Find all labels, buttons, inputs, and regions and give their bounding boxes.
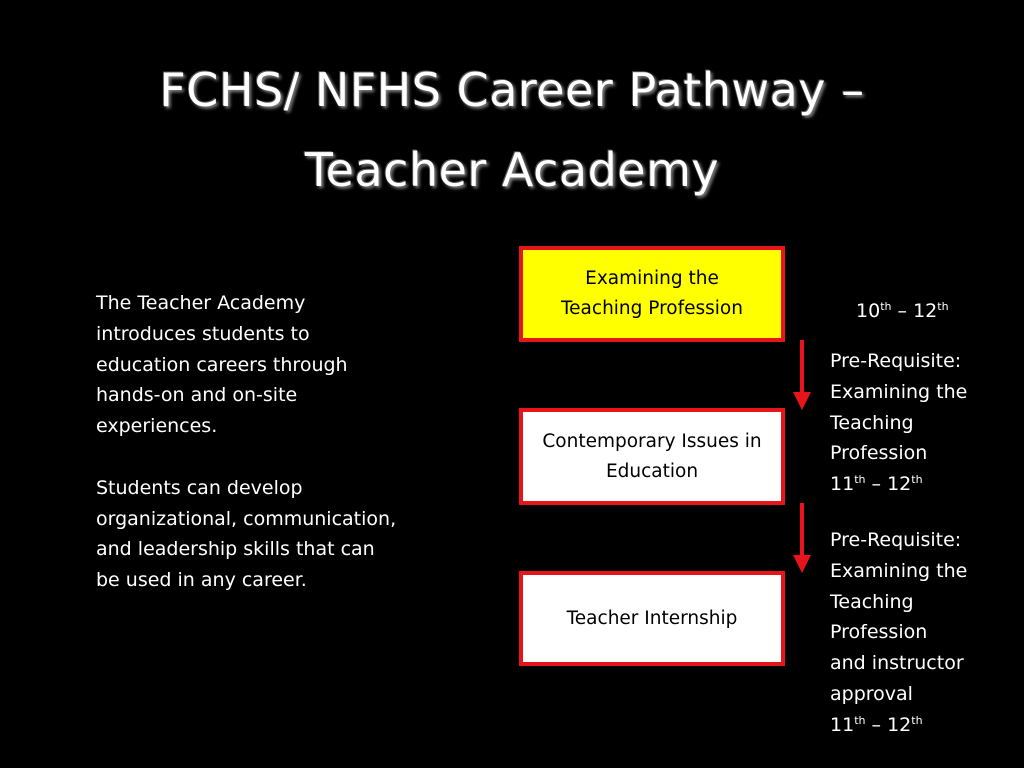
program-description bbox=[96, 288, 446, 596]
course-3-grade-range bbox=[830, 710, 1020, 741]
slide-title bbox=[0, 50, 1024, 210]
description-line: introduces students to bbox=[96, 322, 310, 345]
grade-dash: – bbox=[865, 473, 888, 496]
description-line: hands-on and on-site bbox=[96, 384, 298, 407]
course-2-label-line-1: Contemporary Issues in bbox=[542, 430, 762, 452]
course-3-label: Teacher Internship bbox=[566, 607, 738, 629]
grade-from: 10 bbox=[856, 300, 881, 322]
course-1-grade-range bbox=[856, 296, 949, 326]
grade-dash: – bbox=[891, 300, 914, 322]
down-arrow-icon bbox=[792, 503, 812, 575]
grade-suffix: th bbox=[880, 300, 892, 313]
grade-to: 12 bbox=[913, 300, 938, 322]
note-line: Profession bbox=[830, 442, 928, 465]
note-line: approval bbox=[830, 682, 913, 705]
slide-title-line-1: FCHS/ NFHS Career Pathway – bbox=[159, 63, 865, 117]
note-line: Examining the bbox=[830, 559, 968, 582]
grade-suffix: th bbox=[854, 713, 866, 727]
grade-suffix: th bbox=[911, 713, 923, 727]
description-line: Students can develop bbox=[96, 476, 303, 499]
slide-title-line-2: Teacher Academy bbox=[304, 143, 720, 197]
course-2-prerequisite-note bbox=[830, 346, 1020, 500]
down-arrow-icon bbox=[792, 340, 812, 412]
grade-suffix: th bbox=[911, 473, 923, 487]
description-line: organizational, communication, bbox=[96, 507, 397, 530]
course-2-label-line-2: Education bbox=[605, 460, 699, 482]
note-line: Teaching bbox=[830, 411, 914, 434]
description-paragraph-2 bbox=[96, 473, 446, 596]
description-line: education careers through bbox=[96, 353, 348, 376]
description-line: experiences. bbox=[96, 415, 218, 438]
description-line: and leadership skills that can bbox=[96, 538, 375, 561]
course-1-label-line-1: Examining the bbox=[585, 268, 719, 289]
grade-to: 12 bbox=[887, 473, 912, 496]
description-paragraph-1 bbox=[96, 288, 446, 442]
note-line: Teaching bbox=[830, 590, 914, 613]
course-box-contemporary-issues bbox=[519, 408, 785, 505]
note-line: Profession bbox=[830, 621, 928, 644]
course-2-grade-range bbox=[830, 469, 1020, 500]
course-box-examining-teaching-profession bbox=[519, 246, 785, 342]
description-line: be used in any career. bbox=[96, 569, 307, 592]
course-box-teacher-internship bbox=[519, 571, 785, 666]
note-line: Pre-Requisite: bbox=[830, 350, 962, 372]
grade-suffix: th bbox=[937, 300, 949, 313]
grade-from: 11 bbox=[830, 473, 855, 496]
note-line: Pre-Requisite: bbox=[830, 529, 962, 551]
note-line: and instructor bbox=[830, 652, 964, 675]
grade-suffix: th bbox=[854, 473, 866, 487]
course-3-prerequisite-note bbox=[830, 525, 1020, 741]
description-line: The Teacher Academy bbox=[96, 292, 306, 314]
note-line: Examining the bbox=[830, 380, 968, 403]
grade-to: 12 bbox=[887, 713, 912, 736]
grade-from: 11 bbox=[830, 713, 855, 736]
course-1-label-line-2: Teaching Profession bbox=[561, 298, 743, 319]
grade-dash: – bbox=[865, 713, 888, 736]
